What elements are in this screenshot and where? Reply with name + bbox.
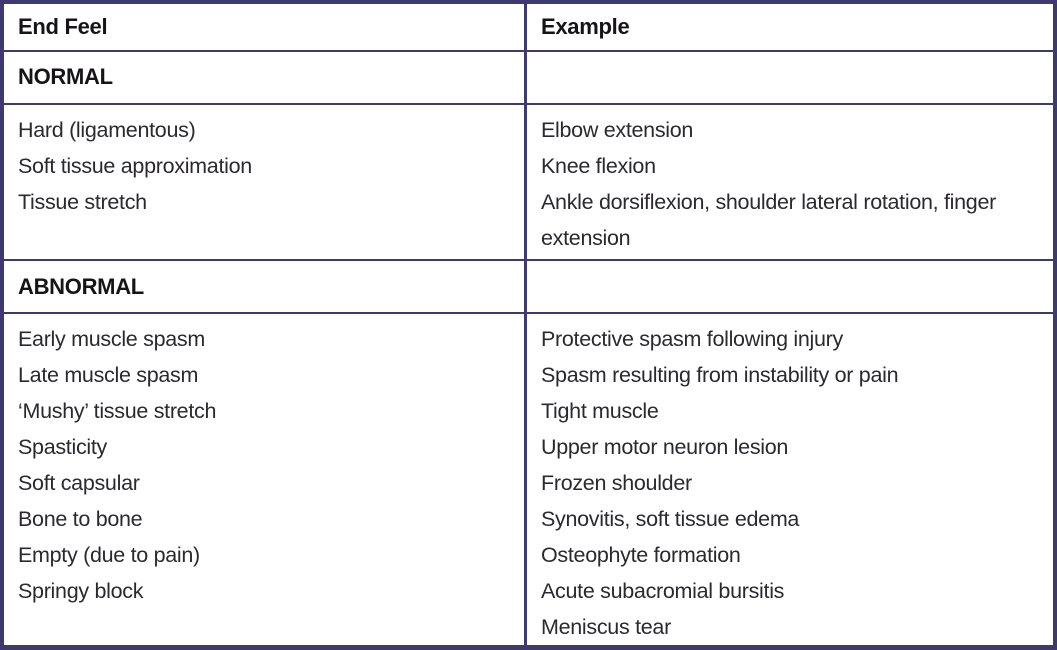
cell-line: Empty (due to pain) [18, 542, 200, 567]
cell-line: Frozen shoulder [541, 470, 692, 495]
cell-line: Acute subacromial bursitis [541, 578, 785, 603]
cell-line: Soft tissue approximation [18, 153, 252, 178]
cell-line: Hard (ligamentous) [18, 117, 196, 142]
normal-content-row [4, 105, 1053, 261]
cell-line: Osteophyte formation [541, 542, 741, 567]
cell-line: Late muscle spasm [18, 362, 199, 387]
cell-line: Spasm resulting from instability or pain [541, 362, 899, 387]
column-header-row [4, 4, 1053, 52]
cell-line: Spasticity [18, 434, 108, 459]
normal-end-feel-cell [4, 105, 527, 259]
cell-line: Upper motor neuron lesion [541, 434, 789, 459]
abnormal-end-feel-cell [4, 314, 527, 645]
cell-line: Bone to bone [18, 506, 143, 531]
cell-line: Protective spasm following injury [541, 326, 843, 351]
cell-line: Springy block [18, 578, 144, 603]
section-header-row-abnormal [4, 261, 1053, 314]
section-header-abnormal: ABNORMAL [4, 261, 527, 312]
section-header-row-normal [4, 52, 1053, 105]
cell-line: Tight muscle [541, 398, 659, 423]
column-header-example: Example [541, 13, 630, 39]
cell-line: Early muscle spasm [18, 326, 205, 351]
cell-line: Soft capsular [18, 470, 140, 495]
cell-line: Ankle dorsiflexion, shoulder lateral rotation, finger extension [541, 189, 996, 250]
cell-line: ‘Mushy’ tissue stretch [18, 398, 217, 423]
section-header-normal-empty-cell [527, 52, 1053, 103]
cell-line: Elbow extension [541, 117, 694, 142]
cell-line: Synovitis, soft tissue edema [541, 506, 800, 531]
abnormal-example-cell [527, 314, 1053, 645]
section-header-normal: NORMAL [4, 52, 527, 103]
section-header-abnormal-empty-cell [527, 261, 1053, 312]
cell-line: Knee flexion [541, 153, 656, 178]
cell-line: Tissue stretch [18, 189, 147, 214]
cell-line: Meniscus tear [541, 614, 671, 639]
normal-example-cell [527, 105, 1053, 259]
column-header-end-feel: End Feel [4, 4, 527, 50]
abnormal-content-row [4, 314, 1053, 645]
